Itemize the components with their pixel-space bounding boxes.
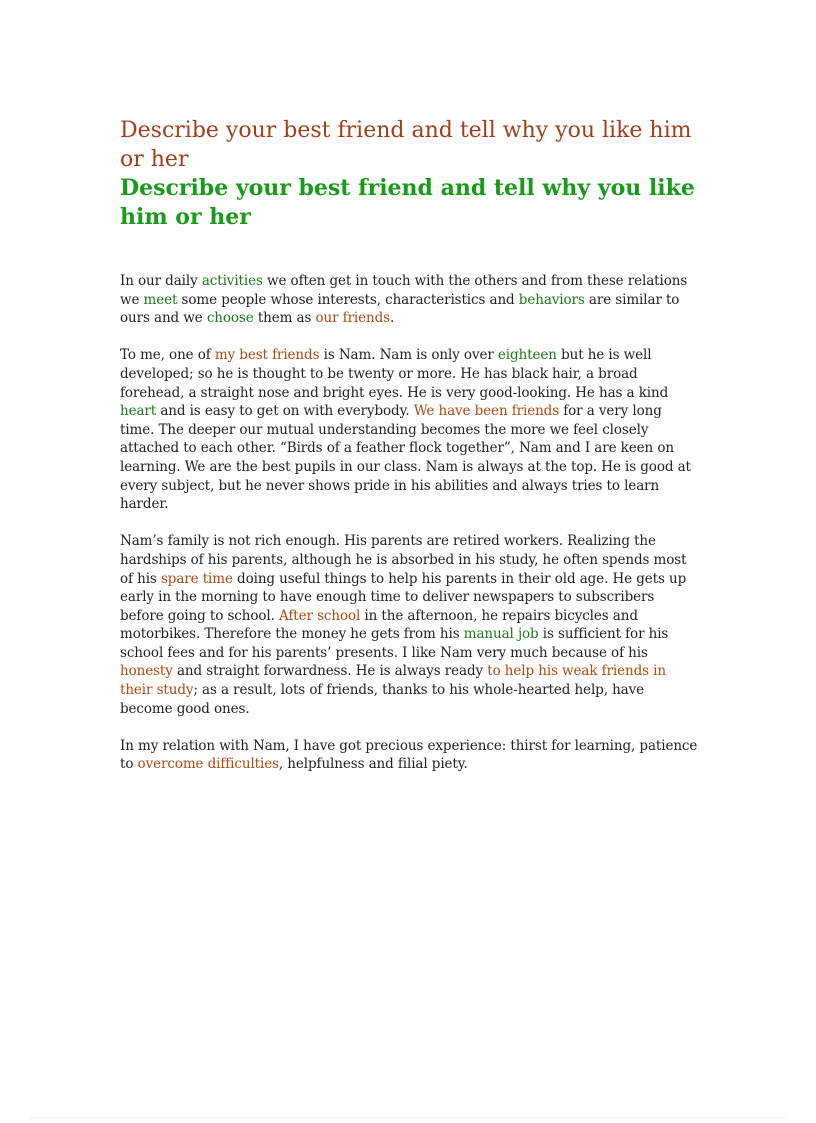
text-span: is Nam. Nam is only over (319, 347, 498, 364)
text-span: and is easy to get on with everybody. (156, 403, 414, 420)
page-bottom-divider (30, 1117, 786, 1118)
text-span: we often get in touch with the others and from these relations we (120, 273, 688, 308)
text-span: . (390, 310, 395, 327)
text-span: in the afternoon, he repairs bicycles and motorbikes. Therefore the money he gets from his (120, 607, 638, 643)
highlight-red: After school (279, 607, 361, 624)
essay-body (120, 272, 700, 774)
highlight-red: honesty (120, 663, 173, 680)
title-regular: Describe your best friend and tell why you like him or her (120, 118, 692, 172)
paragraph-4 (120, 737, 700, 774)
text-span: some people whose interests, characteristics and (177, 291, 519, 308)
highlight-green: heart (120, 403, 157, 420)
text-span: are similar to ours and we (120, 291, 680, 327)
text-span: Nam’s family is not rich enough. His parents are retired workers. Realizing the hardships of his parents, although he is absorbed in his study, he often spends most of his (120, 533, 687, 587)
paragraph-2 (120, 346, 700, 513)
text-span: In our daily (120, 273, 202, 289)
highlight-red: We have been friends (413, 403, 560, 420)
highlight-red: my best friends (214, 347, 320, 364)
highlight-green: activities (201, 273, 263, 289)
text-span: ; as a result, lots of friends, thanks to his whole-hearted help, have become good ones. (120, 682, 645, 717)
highlight-green: behaviors (518, 291, 585, 308)
text-span: for a very long time. The deeper our mutual understanding becomes the more we feel closely attached to each other. “Birds of a feather flock together”, Nam and I are keen on learning. We are the best pupils in our class. Nam is always at the top. He is good at every subject, but he never shows pride in his abilities and always tries to learn harder. (120, 403, 691, 513)
text-span: but he is well developed; so he is thought to be twenty or more. He has black hair, a broad forehead, a straight nose and bright eyes. He is very good-looking. He has a kind (120, 347, 669, 401)
document-content (120, 116, 700, 793)
title-bold: Describe your best friend and tell why you like him or her (120, 175, 695, 230)
highlight-red: overcome difficulties (137, 756, 279, 773)
highlight-red: spare time (160, 570, 233, 587)
highlight-green: meet (143, 291, 178, 308)
paragraph-1 (120, 272, 700, 328)
highlight-green: manual job (463, 626, 539, 643)
highlight-red: to help his weak friends in their study (120, 663, 666, 699)
text-span: In my relation with Nam, I have got precious experience: thirst for learning, patience to (120, 737, 698, 773)
text-span: them as (253, 310, 316, 327)
highlight-green: eighteen (497, 347, 557, 364)
paragraph-3 (120, 532, 700, 718)
text-span: doing useful things to help his parents in their old age. He gets up early in the morning to have enough time to deliver newspapers to subscribers before going to school. (120, 570, 687, 624)
text-span: is sufficient for his school fees and for his parents’ presents. I like Nam very much because of his (120, 626, 669, 661)
highlight-green: choose (206, 310, 254, 327)
text-span: To me, one of (120, 347, 215, 364)
highlight-red: our friends (315, 310, 391, 327)
text-span: , helpfulness and filial piety. (278, 756, 468, 773)
text-span: and straight forwardness. He is always ready (172, 663, 488, 680)
